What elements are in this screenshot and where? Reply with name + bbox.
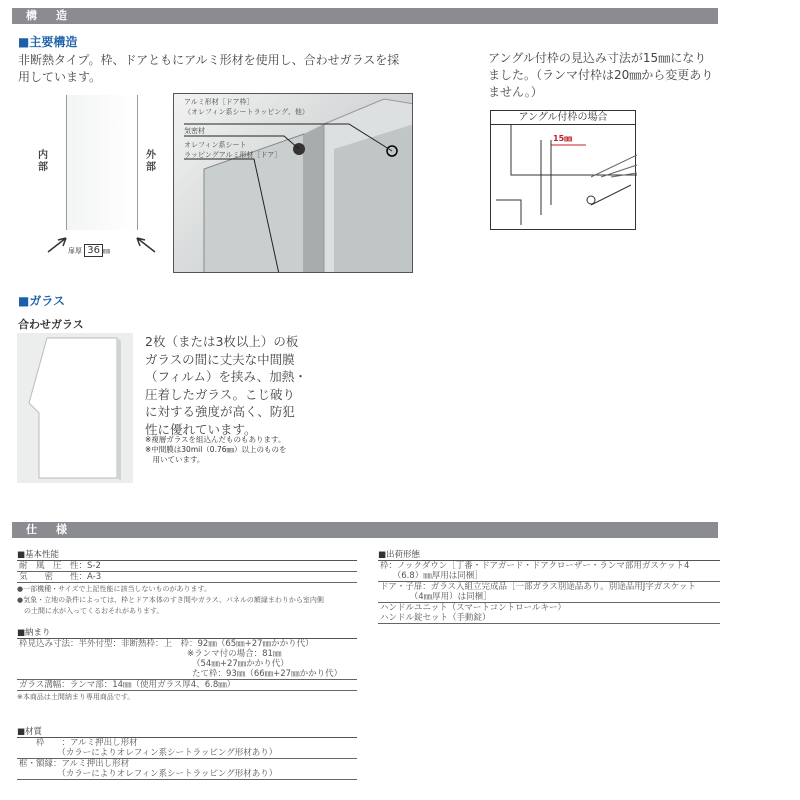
spec-row: 耐 風 圧 性：S-2 bbox=[17, 561, 357, 572]
angle-diagram-title: アングル付枠の場合 bbox=[491, 111, 635, 125]
spec-right-column bbox=[378, 550, 720, 624]
photo-label: （オレフィン系シートラッピング、他） bbox=[184, 108, 309, 116]
text-line: （フィルム）を挟み、加熱・ bbox=[145, 369, 307, 384]
glass-subheading: 合わせガラス bbox=[18, 318, 84, 331]
note: ※複層ガラスを組込んだものもあります。 bbox=[145, 435, 286, 444]
glass-heading: ■ガラス bbox=[18, 294, 65, 308]
note: 用いています。 bbox=[145, 455, 205, 464]
glass-notes bbox=[145, 435, 287, 465]
note: ※本商品は土間納まり専用商品です。 bbox=[17, 693, 135, 701]
text-line: 圧着したガラス。こじ破り bbox=[145, 386, 296, 402]
section-title: 仕 様 bbox=[26, 523, 71, 536]
angle-frame-diagram bbox=[490, 110, 636, 230]
door-panel bbox=[66, 95, 138, 230]
spec-section-bar bbox=[12, 522, 718, 538]
main-structure-heading: ■主要構造 bbox=[18, 35, 78, 49]
text-line: ガラスの間に丈夫な中間膜 bbox=[145, 351, 295, 367]
spec-line: 枠見込み寸法：半外付型：非断熱枠：上 枠：92㎜（65㎜+27㎜かかり代） bbox=[19, 639, 314, 649]
text-line: 性に優れています。 bbox=[145, 421, 257, 437]
text-line: 2枚（または3枚以上）の板 bbox=[145, 334, 299, 349]
note: の土間に水が入ってくるおそれがあります。 bbox=[17, 607, 164, 615]
photo-label: オレフィン系シート bbox=[184, 141, 247, 149]
profile-photo bbox=[173, 93, 413, 273]
door-section-diagram bbox=[28, 95, 163, 265]
spec-line: （54㎜+27㎜かかり代） bbox=[192, 659, 289, 669]
main-structure-text bbox=[18, 52, 438, 86]
laminated-glass-image bbox=[17, 333, 133, 483]
spec-row: 気 密 性：A-3 bbox=[17, 572, 357, 583]
spec-row: ガラス溝幅：ランマ部：14㎜（使用ガラス厚4、6.8㎜） bbox=[17, 680, 357, 691]
spec-row: ハンドル錠セット（手動錠） bbox=[378, 613, 720, 624]
note: ●気象・立地の条件によっては、枠とドア本体のすき間やガラス、パネルの額縁まわりから室内側 bbox=[17, 596, 324, 604]
spec-left-column bbox=[17, 550, 357, 780]
angle-frame-text bbox=[488, 50, 728, 101]
note: ※中間膜は30mil（0.76㎜）以上のものを bbox=[145, 445, 287, 454]
thickness-readout: 扉厚 36 ㎜ bbox=[68, 245, 110, 256]
shipping-heading: ■出荷形態 bbox=[378, 550, 720, 561]
material-heading: ■材質 bbox=[17, 727, 357, 738]
spec-row: 框・額縁：アルミ押出し形材 （カラーによりオレフィン系シートラッピング形材あり） bbox=[17, 759, 357, 780]
text-line: に対する強度が高く、防犯 bbox=[145, 404, 295, 419]
glass-text bbox=[145, 333, 307, 438]
inside-label: 内部 bbox=[38, 150, 48, 173]
photo-label: 気密材 bbox=[184, 127, 205, 135]
spec-line: たて枠：93㎜（66㎜+27㎜かかり代） bbox=[17, 669, 357, 680]
spec-line: ※ランマ付の場合：81㎜ bbox=[187, 649, 282, 659]
angle-dimension: 15㎜ bbox=[553, 134, 573, 143]
photo-label: アルミ形材［ドア枠］ bbox=[184, 98, 254, 106]
performance-heading: ■基本性能 bbox=[17, 550, 357, 561]
section-title: 構 造 bbox=[26, 9, 71, 22]
text-line: アングル付枠の見込み寸法が15㎜になり bbox=[488, 51, 707, 65]
text-line: 非断熱タイプ。枠、ドアともにアルミ形材を使用し、合わせガラスを採 bbox=[18, 53, 400, 67]
structure-section-bar bbox=[12, 8, 718, 24]
note: ●一部機種・サイズで上記性能に該当しないものがあります。 bbox=[17, 585, 211, 593]
text-line: ました。（ランマ付枠は20㎜から変更あり bbox=[488, 68, 714, 82]
spec-row: ドア・子扉：ガラス入組立完成品［一部ガラス別途品あり。別途品用J字ガスケット （4㎜厚用）は同梱］ bbox=[378, 582, 720, 603]
spec-row: 枠 ：アルミ押出し形材 （カラーによりオレフィン系シートラッピング形材あり） bbox=[17, 738, 357, 759]
text-line: 用しています。 bbox=[18, 70, 102, 84]
fitting-heading: ■納まり bbox=[17, 628, 357, 639]
spec-row: 枠：ノックダウン［丁番・ドアガード・ドアクローザー・ランマ部用ガスケット4 （6.8）㎜厚用は同梱］ bbox=[378, 561, 720, 582]
text-line: ません。） bbox=[488, 85, 543, 99]
spec-row: ハンドルユニット（スマートコントロールキー） bbox=[380, 603, 566, 613]
photo-label: ラッピングアルミ形材［ドア］ bbox=[184, 151, 282, 159]
outside-label: 外部 bbox=[146, 150, 156, 173]
